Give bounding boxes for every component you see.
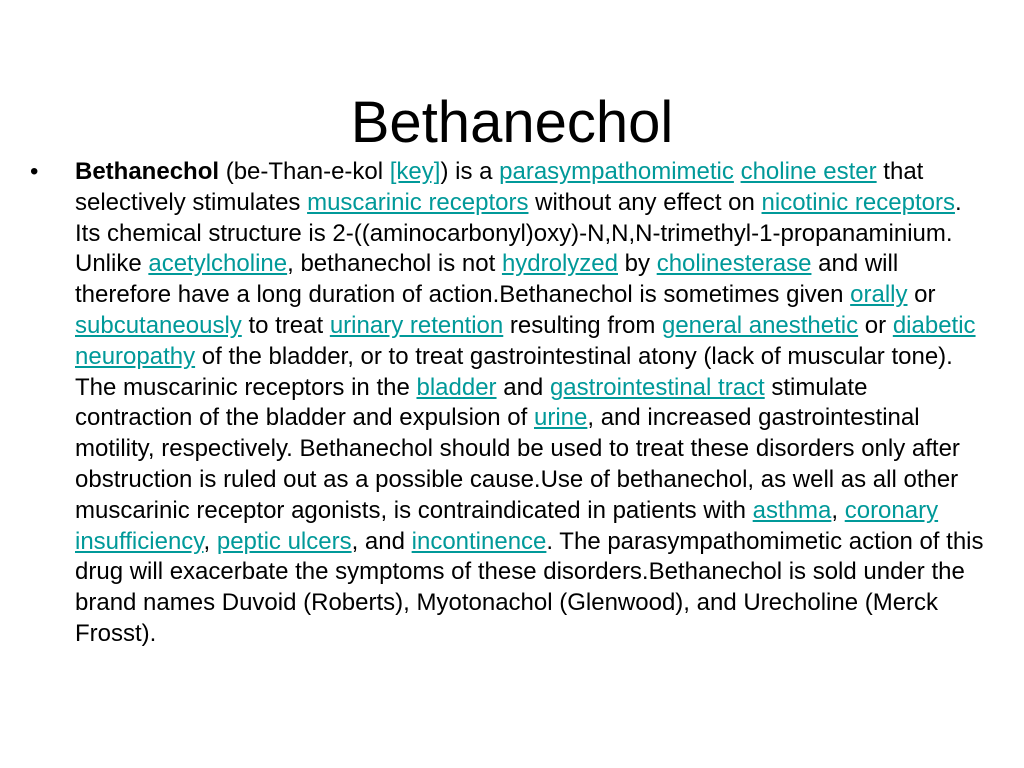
link-incontinence[interactable]: incontinence <box>411 527 547 555</box>
bullet-paragraph <box>75 157 985 650</box>
bullet-item <box>30 157 990 650</box>
link-key[interactable]: [key] <box>389 158 441 185</box>
link-muscarinic-receptors[interactable]: muscarinic receptors <box>307 188 529 216</box>
link-diabetic-neuropathy[interactable]: diabetic neuropathy <box>75 311 976 370</box>
link-orally[interactable]: orally <box>850 281 908 309</box>
link-gastrointestinal-tract[interactable]: gastrointestinal tract <box>549 373 765 401</box>
text-segment: , <box>831 496 845 524</box>
text-segment: without any effect on <box>528 188 762 216</box>
link-bladder[interactable]: bladder <box>416 373 497 401</box>
text-segment: , and <box>351 527 412 555</box>
bullet-glyph: • <box>30 158 39 185</box>
text-segment: or <box>907 281 936 309</box>
text-segment <box>734 158 741 185</box>
link-general-anesthetic[interactable]: general anesthetic <box>661 311 859 339</box>
link-acetylcholine[interactable]: acetylcholine <box>148 250 288 278</box>
bold-term: Bethanechol <box>75 158 220 185</box>
text-segment: that selectively stimulates <box>75 158 924 216</box>
text-segment: and will therefore have a long duration of action.Bethanechol is sometimes given <box>75 250 899 309</box>
text-segment: of the bladder, or to treat gastrointestinal atony (lack of muscular tone). The muscarinic receptors in the <box>75 342 953 401</box>
link-asthma[interactable]: asthma <box>752 496 832 524</box>
text-segment: stimulate contraction of the bladder and expulsion of <box>75 373 868 432</box>
link-urine[interactable]: urine <box>533 404 588 432</box>
link-coronary-insufficiency[interactable]: coronary insufficiency <box>75 496 939 555</box>
link-subcutaneously[interactable]: subcutaneously <box>75 311 242 339</box>
text-segment: , and increased gastrointestinal motility, respectively. Bethanechol should be used to treat these disorders only after obstruction is ruled out as a possible cause.Use of bethanechol, as well as all other muscarinic receptor agonists, is contraindicated in patients with <box>75 404 960 524</box>
text-segment: , bethanechol is not <box>287 250 502 278</box>
link-nicotinic-receptors[interactable]: nicotinic receptors <box>761 188 955 216</box>
slide-title: Bethanechol <box>350 89 674 155</box>
text-segment: to treat <box>241 311 330 339</box>
link-parasympathomimetic[interactable]: parasympathomimetic <box>499 158 734 185</box>
text-segment: (be-Than-e-kol <box>219 158 390 185</box>
link-choline-ester[interactable]: choline ester <box>740 158 877 185</box>
text-segment: ) is a <box>440 158 500 185</box>
link-cholinesterase[interactable]: cholinesterase <box>656 250 812 278</box>
text-segment: . The parasympathomimetic action of this drug will exacerbate the symptoms of these disorders.Bethanechol is sold under the brand names Duvoid (Roberts), Myotonachol (Glenwood), and Urecholine (Merck Frosst). <box>75 527 984 647</box>
link-peptic-ulcers[interactable]: peptic ulcers <box>216 527 352 555</box>
text-segment: and <box>496 373 550 401</box>
text-segment: or <box>858 311 893 339</box>
text-segment: . Its chemical structure is 2-((aminocarbonyl)oxy)-N,N,N-trimethyl-1-propanaminium. Unlike <box>75 188 962 278</box>
link-hydrolyzed[interactable]: hydrolyzed <box>501 250 618 278</box>
text-segment: by <box>618 250 657 278</box>
link-urinary-retention[interactable]: urinary retention <box>329 311 504 339</box>
text-segment: , <box>203 527 217 555</box>
text-segment: resulting from <box>503 311 662 339</box>
